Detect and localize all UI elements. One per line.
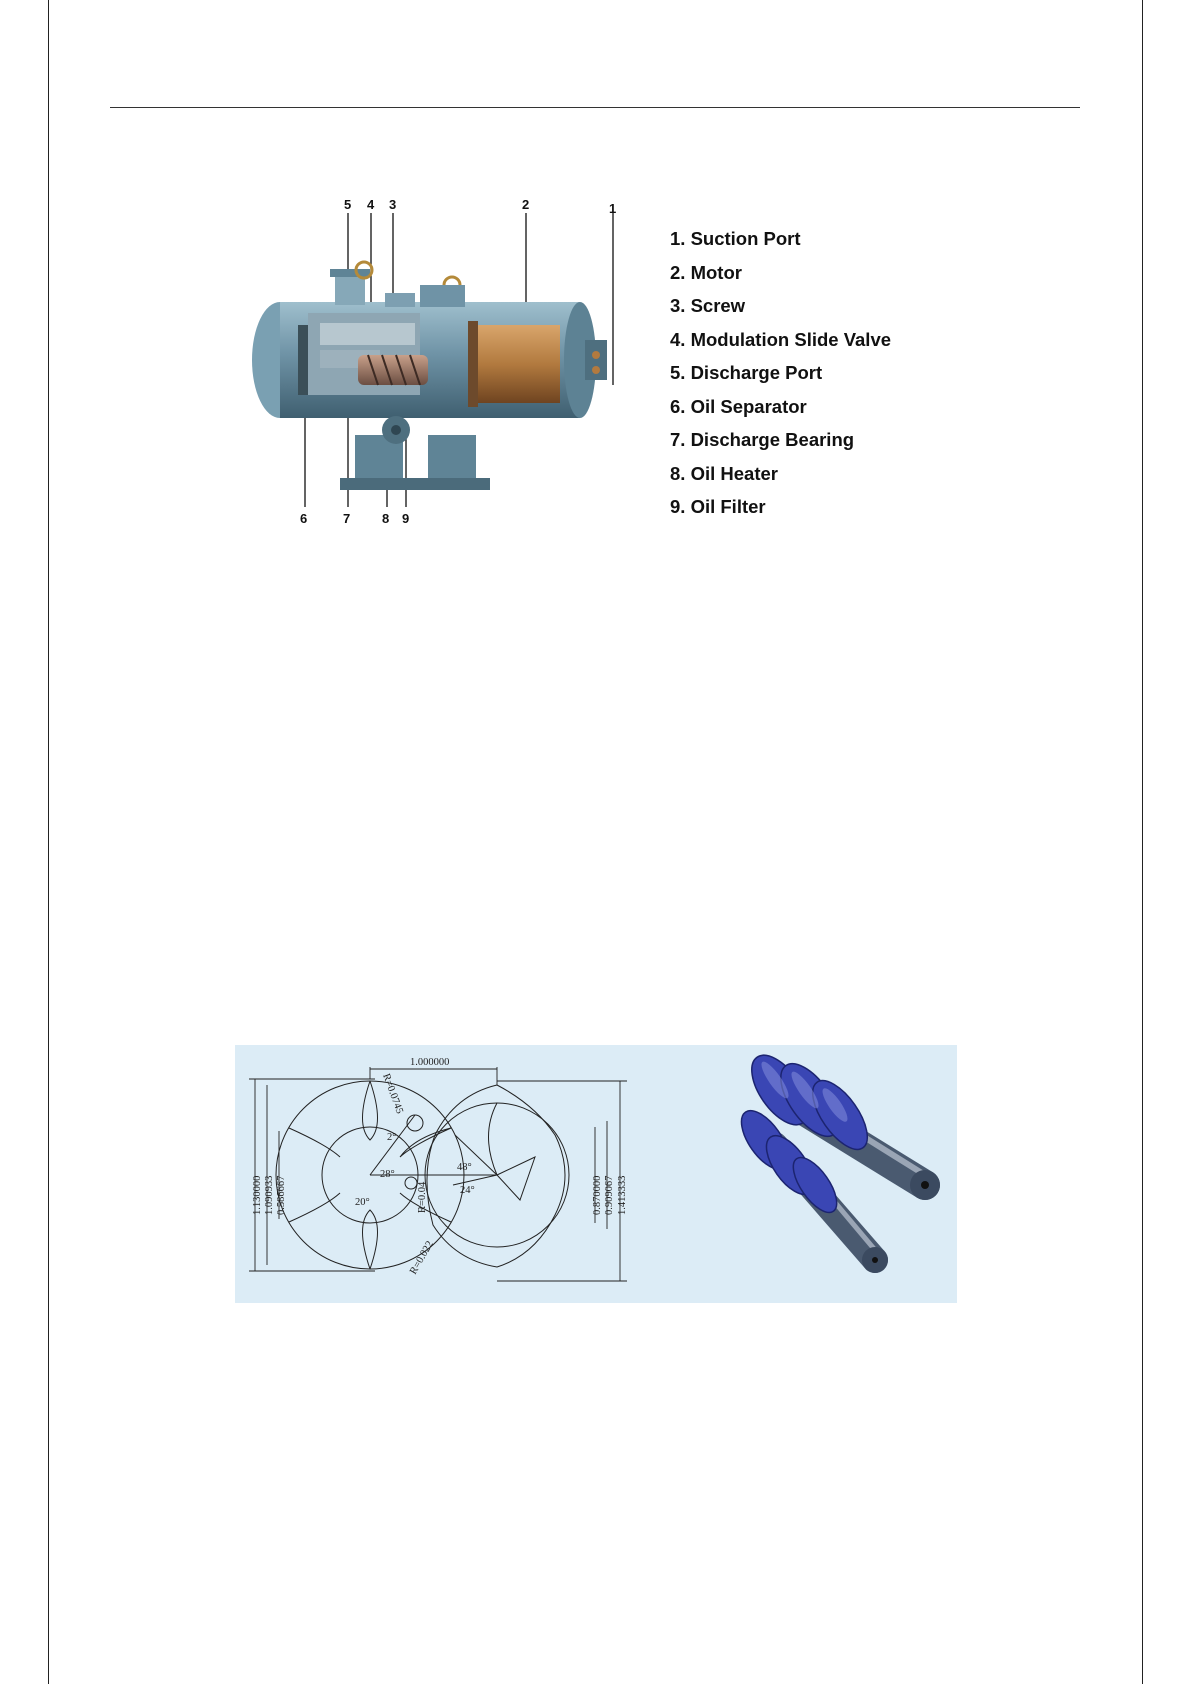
legend-item: 2. Motor <box>670 261 742 283</box>
callout-3: 3 <box>389 197 397 212</box>
dim-angle-28: 28° <box>380 1169 395 1180</box>
callout-7: 7 <box>343 511 351 526</box>
legend-item: 8. Oil Heater <box>670 462 778 484</box>
dim-angle-24: 24° <box>460 1185 475 1196</box>
screw-rotor-photo <box>710 1045 957 1303</box>
dim-left-1: 1.130000 <box>252 1175 263 1215</box>
callout-2: 2 <box>522 197 530 212</box>
rotor-profile-figure <box>235 1045 957 1303</box>
dim-left-2: 1.090933 <box>264 1175 275 1215</box>
legend-item: 7. Discharge Bearing <box>670 429 855 450</box>
legend-item: 9. Oil Filter <box>670 496 766 517</box>
dim-left-3: 0.586667 <box>276 1175 287 1215</box>
component-legend <box>670 226 891 528</box>
legend-item: 3. Screw <box>670 295 746 316</box>
dim-center-distance: 1.000000 <box>410 1057 450 1068</box>
dim-right-2: 0.909067 <box>604 1175 615 1215</box>
callout-5: 5 <box>344 197 352 212</box>
dim-radius-a: R=0.0745 <box>380 1072 405 1116</box>
callout-9: 9 <box>402 511 410 526</box>
legend-item: 4. Modulation Slide Valve <box>670 328 892 350</box>
legend-item: 5. Discharge Port <box>670 362 823 383</box>
compressor-cutaway-illustration <box>240 195 640 535</box>
callout-1: 1 <box>609 201 617 216</box>
callout-8: 8 <box>382 511 390 526</box>
legend-item: 1. Suction Port <box>670 228 801 249</box>
right-margin-line <box>1142 0 1143 1684</box>
header-rule <box>110 107 1080 108</box>
dim-right-1: 0.870000 <box>592 1175 603 1215</box>
dim-radius-c: R=0.022 <box>408 1239 436 1277</box>
callout-6: 6 <box>300 511 308 526</box>
legend-item: 6. Oil Separator <box>670 395 807 417</box>
dim-radius-b: R=0.04 <box>417 1181 428 1213</box>
dim-angle-20: 20° <box>355 1197 370 1208</box>
dim-angle-2: 2° <box>387 1132 397 1143</box>
dim-angle-48: 48° <box>457 1162 472 1173</box>
callout-4: 4 <box>367 197 375 212</box>
left-margin-line <box>48 0 49 1684</box>
dim-right-3: 1.413333 <box>617 1175 628 1215</box>
